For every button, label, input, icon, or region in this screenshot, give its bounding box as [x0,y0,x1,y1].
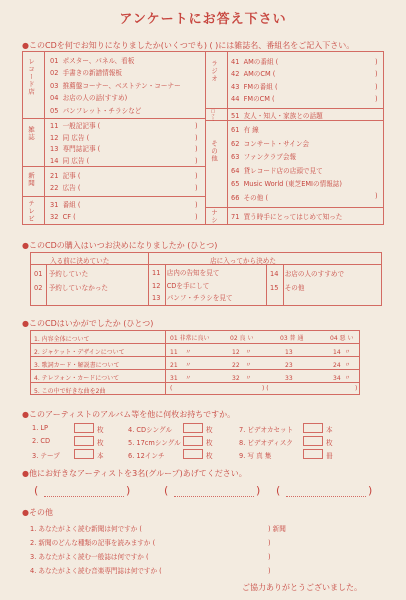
q4-label: 6. 12インチ [128,452,165,460]
group-label-radio: ラジオ [210,60,218,83]
q1-left-items-c [50,170,80,194]
option-item[interactable]: 21 記事 ( [50,172,81,180]
q1-sep [205,120,384,121]
artist-2-input[interactable] [174,496,254,497]
option-item[interactable]: 32 CF ( [50,213,76,221]
q1-right-close: ) ) ) ) [375,58,378,104]
option-item[interactable]: 13 パンフ・チラシを見て [152,294,233,302]
q2-col2-header: 店に入ってから決めた [210,257,276,265]
option-item[interactable]: 65 Music World (東芝EMIの情報誌) [231,180,342,189]
q1-close-parens-d: ) ) [195,201,198,221]
q3-heading: ●このCDはいかがでしたか (ひとつ) [22,319,154,328]
group-label-newspaper: 新聞 [27,172,35,187]
option-item[interactable]: 62 コンサート・サイン会 [231,139,310,148]
q3-grid-col4 [333,346,350,385]
q1-right-items-c [231,124,342,206]
q6-suffix: ) 新聞 [268,525,286,533]
count-input-videodisc[interactable] [303,436,323,446]
q4-label: 7. ビデオカセット [239,426,294,434]
option-item[interactable]: 03 推薦盤コーナー、ベストテン・コーナー [50,81,181,90]
group-label-other: その他 [210,140,218,163]
option-item[interactable]: 11 店内の告知を見て [152,269,220,277]
q1-right-labelcol [227,51,228,225]
option-item[interactable]: 51 友人・知人・家族との話題 [231,112,323,120]
artist-3-close: ) [368,484,373,497]
artist-3-open: ( [276,484,281,497]
q3-cell[interactable]: 13 [285,349,293,356]
q3-opt-1[interactable]: 01 非常に良い [170,335,210,342]
q3-grid-col2 [232,346,251,385]
q1-other-close: ) [375,192,378,200]
q2-col-sep [266,264,267,306]
q3-cell[interactable]: 32 〃 [232,375,252,382]
page-title: アンケートにお答え下さい [119,12,287,27]
option-item[interactable]: 31 番組 ( [50,201,81,209]
q2-col1-header: 入る前に決めていた [50,257,110,265]
q3-col-sep [165,330,166,395]
q4-unit: 冊 [326,452,333,460]
q1-divider [205,51,206,225]
option-item[interactable]: 11 一般記記事 ( [50,122,101,130]
q4-unit: 枚 [97,439,104,447]
q3-opt-2[interactable]: 02 良 い [230,335,254,342]
q2-heading: ●このCDの購入はいつお決めになりましたか (ひとつ) [22,241,218,250]
q6-suffixes [268,522,286,578]
artist-2-open: ( [164,484,169,497]
q3-row-label: 3. 歌詞カード・解説書について [34,362,120,369]
count-input-cd[interactable] [74,436,94,446]
q4-label: 3. テープ [32,452,60,460]
artist-1-close: ) [126,484,131,497]
q4-unit: 枚 [206,452,213,460]
q3-grid-col3 [285,346,293,385]
option-item[interactable]: 61 有 線 [231,126,259,134]
option-item[interactable]: 01 予約していた [34,270,89,278]
q3-cell[interactable]: 23 [285,362,293,369]
option-item[interactable]: 44 FMのCM ( [231,95,275,104]
artist-1-input[interactable] [44,496,124,497]
q4-heading: ●このアーティストのアルバム等を他に何枚お持ちですか。 [22,410,236,419]
q6-question-newspaper[interactable]: 1. あなたがよく読む新聞は何ですか ( [30,525,142,533]
count-input-12inch[interactable] [183,449,203,459]
option-item[interactable]: 12 同 広告 ( [50,133,90,142]
option-item[interactable]: 02 予約していなかった [34,284,109,292]
option-item[interactable]: 15 その他 [270,284,305,292]
q3-cell[interactable]: 21 〃 [170,362,192,369]
q4-unit: 枚 [326,439,333,447]
q3-cell[interactable]: 12 〃 [232,349,252,356]
q3-grid-col1 [170,346,191,385]
q1-heading: ●このCDを何でお知りになりましたか(いくつでも) ( )には雑誌名、番組名をご記入下さい。 [22,41,355,50]
q6-heading: ●その他 [22,508,53,517]
option-item[interactable]: 04 お店の人の話(すすめ) [50,94,128,103]
group-label-record-store: レコード店 [27,58,35,96]
q3-row-labels [34,333,125,398]
q2-col-sep [148,252,149,306]
q3-cell[interactable]: 14 〃 [333,349,351,356]
footer-thanks: ご協力ありがとうございました。 [242,583,362,592]
q3-cell[interactable]: 33 [285,375,293,382]
q1-left-labelcol [44,51,45,225]
q6-suffix: ) [268,553,271,561]
q4-label: 8. ビデオディスク [239,439,293,447]
q4-unit: 本 [326,426,333,434]
q3-row-label: 1. 内容全体について [34,336,90,343]
q4-label: 5. 17cmシングル [128,439,181,447]
q3-row-label: 4. テレフォン・カードについて [34,375,120,382]
q4-label: 9. 写 真 集 [239,452,272,460]
option-item[interactable]: 02 手書きの新譜情報板 [50,69,122,78]
q1-sep [22,118,205,119]
q4-unit: 枚 [97,426,104,434]
q1-left-items-a [50,55,181,117]
option-item[interactable]: 43 FMの番組 ( [231,82,278,91]
q4-label: 1. LP [32,424,49,432]
option-item[interactable]: 13 専門誌記事 ( [50,145,101,153]
option-item[interactable]: 05 パンフレット・チラシなど [50,106,142,115]
q6-question-magazine[interactable]: 3. あなたがよく読む一般誌は何ですか ( [30,553,149,561]
option-item[interactable]: 66 その他 ( [231,193,269,202]
option-item[interactable]: 14 お店の人のすすめで [270,270,345,278]
group-label-wom: 口コミ [211,109,216,121]
q2-col1 [34,267,108,295]
q6-items [30,522,162,578]
favorite-song-close: ) [355,385,358,392]
q3-cell[interactable]: 22 〃 [232,362,252,369]
option-item[interactable]: 71 買う時手にとってはじめて知った [231,213,343,221]
count-input-tape[interactable] [74,449,94,459]
option-item[interactable]: 01 ポスター、パネル、看板 [50,57,135,65]
q1-right-items-a [231,56,278,106]
artist-1-open: ( [34,484,39,497]
q1-close-parens-b: ) ) ) ) [195,122,198,165]
q6-question-article[interactable]: 2. 新聞のどんな種類の記事を読みますか ( [30,539,156,547]
option-item[interactable]: 22 広告 ( [50,184,81,192]
q3-cell[interactable]: 31 〃 [170,375,192,382]
group-label-none: ナシ [210,209,218,224]
q6-question-music-magazine[interactable]: 4. あなたがよく読む音楽専門誌は何ですか ( [30,567,162,575]
option-item[interactable]: 41 AMの番組 ( [231,58,279,66]
q1-close-parens-c: ) ) [195,172,198,192]
count-input-cd-single[interactable] [183,423,203,433]
q4-unit: 枚 [206,426,213,434]
q2-col3 [270,267,344,295]
q1-sep [205,207,384,208]
group-label-magazine: 雑誌 [27,126,35,141]
q1-left-items-d [50,199,80,223]
q4-unit: 枚 [206,439,213,447]
option-item[interactable]: 12 CDを手にして [152,281,210,290]
favorite-song-1-input[interactable]: ( [170,385,173,392]
option-item[interactable]: 14 同 広告 ( [50,156,90,165]
count-input-photobook[interactable] [303,449,323,459]
count-input-17cm[interactable] [183,436,203,446]
option-item[interactable]: 42 AMのCM ( [231,70,276,79]
count-input-lp[interactable] [74,423,94,433]
count-input-videocassette[interactable] [303,423,323,433]
q4-unit: 本 [97,452,104,460]
group-label-tv: テレビ [27,200,35,223]
q3-cell[interactable]: 34 〃 [333,375,351,382]
q6-suffix: ) [268,567,271,575]
q3-cell[interactable]: 24 〃 [333,362,351,369]
q4-label: 4. CDシングル [128,426,172,434]
q1-sep [22,196,205,197]
option-item[interactable]: 63 ファンクラブ会報 [231,153,297,162]
option-item[interactable]: 64 貸レコード店の店頭で見て [231,166,323,175]
q3-opt-4[interactable]: 04 悪 い [330,335,354,342]
q2-col2 [152,267,233,305]
q1-sep [205,108,384,109]
q1-left-items-b [50,121,100,167]
favorite-song-2-input[interactable]: ) ( [262,385,269,392]
artist-3-input[interactable] [286,496,366,497]
artist-2-close: ) [256,484,261,497]
q4-label: 2. CD [32,437,51,445]
q3-opt-3[interactable]: 03 普 通 [280,335,304,342]
q5-heading: ●他にお好きなアーティストを3名(グループ)あげてください。 [22,469,247,478]
q3-cell[interactable]: 11 〃 [170,349,192,356]
q6-suffix: ) [268,539,271,547]
q3-row-label: 2. ジャケット・デザインについて [34,349,125,356]
q3-row-label: 5. この中で好きな曲を2曲 [34,388,106,395]
